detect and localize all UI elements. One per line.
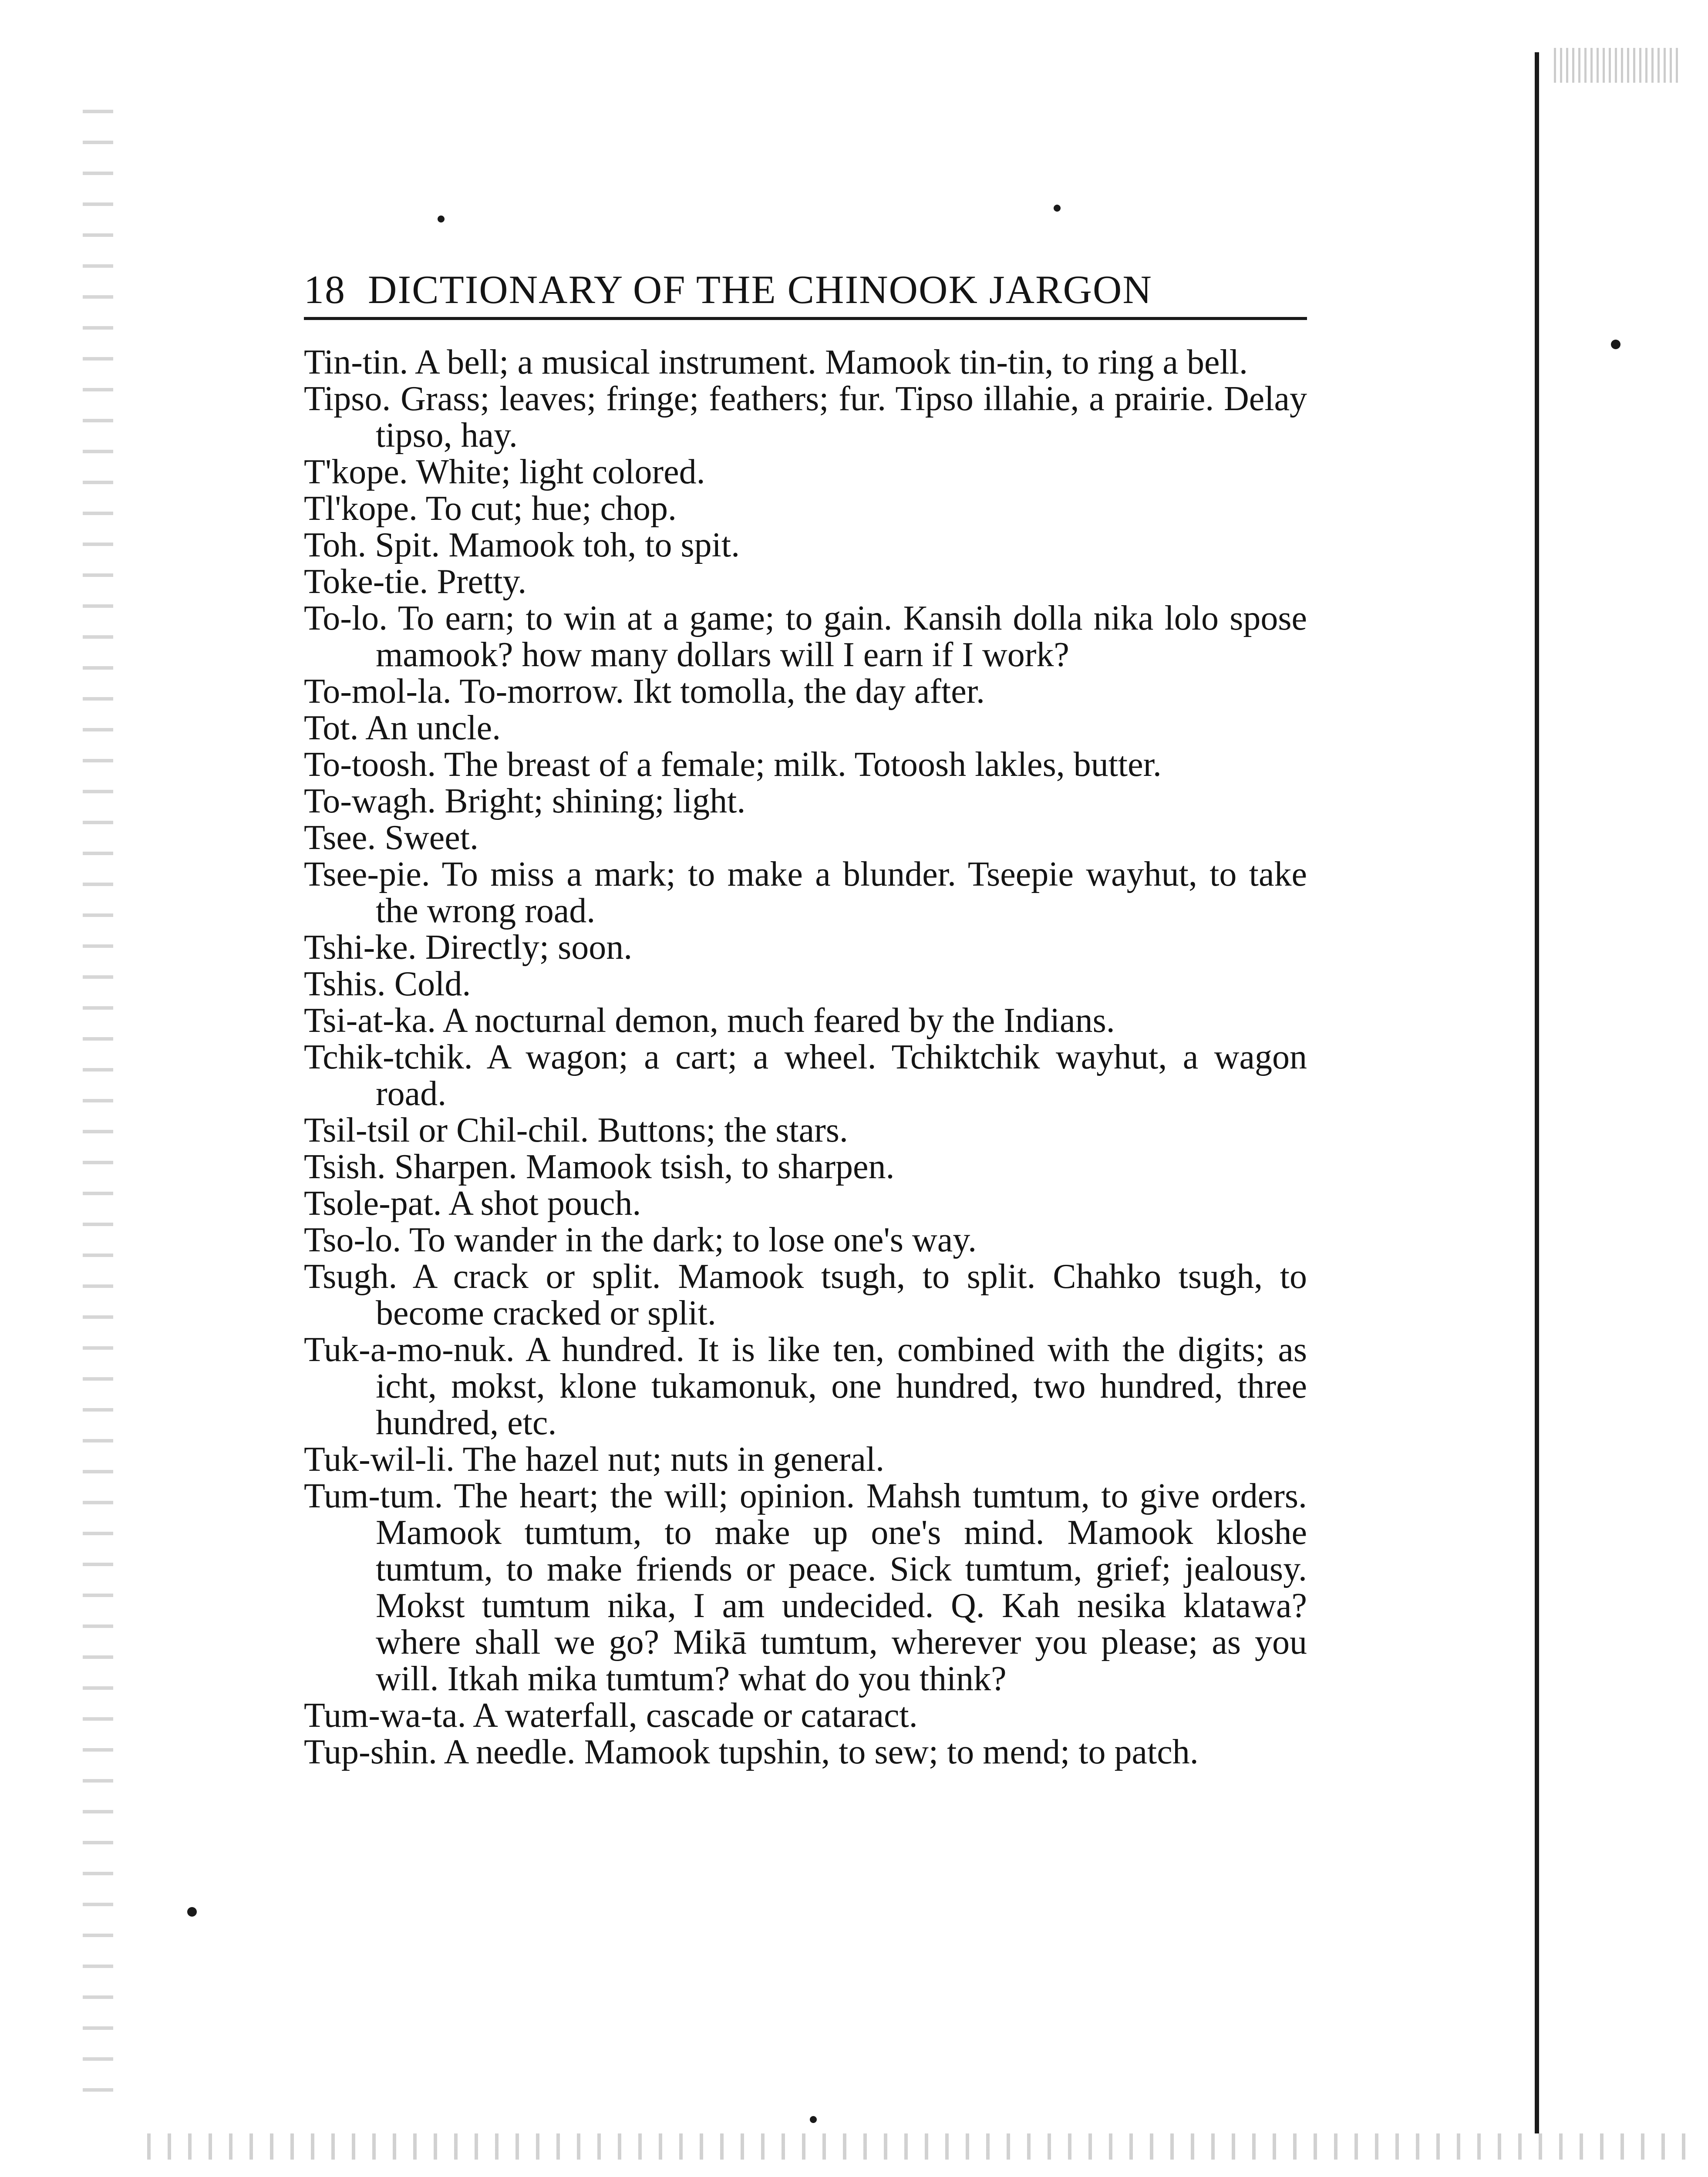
entry-tipso: Tipso. Grass; leaves; fringe; feathers; fur. Tipso illahie, a prairie. Delay tipso, hay. <box>304 380 1307 455</box>
entry-tlkope: Tl'kope. To cut; hue; chop. <box>304 489 677 528</box>
page-number: 18 <box>304 267 346 312</box>
scan-speck <box>438 216 445 222</box>
entry-tshi-ke: Tshi-ke. Directly; soon. <box>304 928 633 967</box>
scan-left-edge-speckle <box>83 100 113 2103</box>
entry-tuk-a-mo-nuk: Tuk-a-mo-nuk. A hundred. It is like ten, combined with the digits; as icht, mokst, klone tukamonuk, one hundred, two hundred, three hundred, etc. <box>304 1331 1307 1442</box>
entry-toh: Toh. Spit. Mamook toh, to spit. <box>304 526 740 564</box>
entry-tum-tum: Tum-tum. The heart; the will; opinion. Mahsh tumtum, to give orders. Mamook tumtum, to make up one's mind. Mamook kloshe tumtum, to make friends or peace. Sick tumtum, grief; jealousy. Mokst tumtum nika, I am undecided. Q. Kah nesika klatawa? where shall we go? Mikā tumtum, wherever you please; as you will. Itkah mika tumtum? what do you think? <box>304 1477 1307 1698</box>
entry-tum-wa-ta: Tum-wa-ta. A waterfall, cascade or cataract. <box>304 1696 918 1735</box>
entry-to-mol-la: To-mol-la. To-morrow. Ikt tomolla, the day after. <box>304 672 985 711</box>
entry-tso-lo: Tso-lo. To wander in the dark; to lose one's way. <box>304 1221 977 1259</box>
entry-tsee: Tsee. Sweet. <box>304 819 478 857</box>
dictionary-entries <box>304 344 1307 1770</box>
entry-tsugh: Tsugh. A crack or split. Mamook tsugh, to split. Chahko tsugh, to become cracked or split. <box>304 1257 1307 1332</box>
header-rule <box>304 317 1307 320</box>
entry-tup-shin: Tup-shin. A needle. Mamook tupshin, to sew; to mend; to patch. <box>304 1733 1199 1771</box>
running-header <box>304 261 1305 318</box>
scan-top-right-speckle <box>1550 48 1681 83</box>
entry-tchik-tchik: Tchik-tchik. A wagon; a cart; a wheel. Tchiktchik wayhut, a wagon road. <box>304 1038 1307 1113</box>
entry-tsish: Tsish. Sharpen. Mamook tsish, to sharpen. <box>304 1148 895 1186</box>
entry-to-wagh: To-wagh. Bright; shining; light. <box>304 782 746 820</box>
scan-speck <box>810 2116 817 2123</box>
scan-right-edge-line <box>1535 52 1539 2133</box>
entry-tshis: Tshis. Cold. <box>304 965 471 1003</box>
entry-tkope: T'kope. White; light colored. <box>304 453 705 491</box>
entry-tsee-pie: Tsee-pie. To miss a mark; to make a blunder. Tseepie wayhut, to take the wrong road. <box>304 855 1307 930</box>
scan-speck <box>187 1907 197 1917</box>
scan-bottom-edge-speckle <box>139 2133 1689 2160</box>
scan-speck <box>1611 340 1620 349</box>
entry-to-toosh: To-toosh. The breast of a female; milk. Totoosh lakles, butter. <box>304 745 1162 784</box>
scan-speck <box>1054 205 1061 212</box>
entry-tin-tin: Tin-tin. A bell; a musical instrument. Mamook tin-tin, to ring a bell. <box>304 343 1248 381</box>
entry-to-lo: To-lo. To earn; to win at a game; to gain. Kansih dolla nika lolo spose mamook? how many dollars will I earn if I work? <box>304 599 1307 674</box>
entry-tsole-pat: Tsole-pat. A shot pouch. <box>304 1184 641 1223</box>
entry-tsil-tsil: Tsil-tsil or Chil-chil. Buttons; the stars. <box>304 1111 848 1149</box>
running-title: DICTIONARY OF THE CHINOOK JARGON <box>368 267 1152 312</box>
entry-toke-tie: Toke-tie. Pretty. <box>304 563 527 601</box>
entry-tuk-wil-li: Tuk-wil-li. The hazel nut; nuts in general. <box>304 1440 885 1479</box>
entry-tsi-at-ka: Tsi-at-ka. A nocturnal demon, much feared by the Indians. <box>304 1001 1115 1040</box>
entry-tot: Tot. An uncle. <box>304 709 501 747</box>
